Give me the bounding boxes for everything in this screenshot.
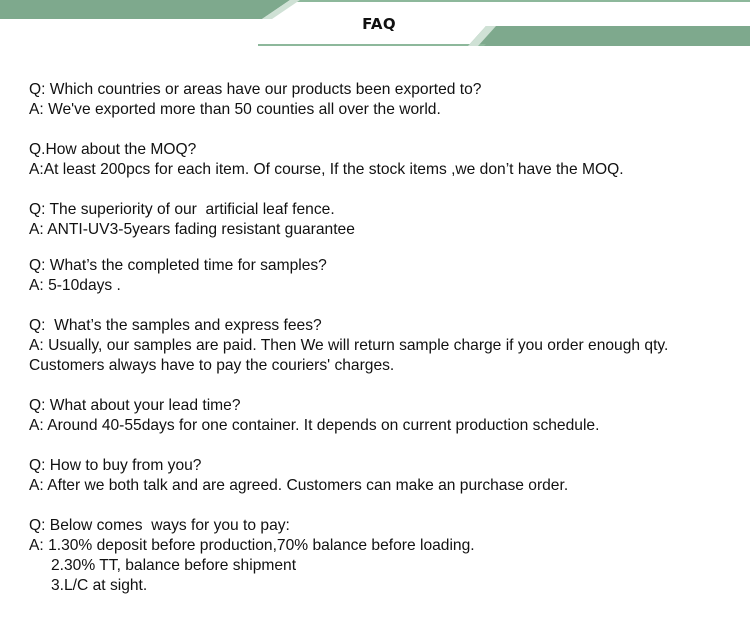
- faq-answer: A: We've exported more than 50 counties all over the world.: [29, 101, 441, 118]
- line-bottom: [258, 44, 486, 46]
- faq-item: [29, 80, 744, 120]
- faq-answer: A: Around 40-55days for one container. It depends on current production schedule.: [29, 417, 600, 434]
- faq-item: [29, 316, 744, 376]
- faq-answer: A: After we both talk and are agreed. Customers can make an purchase order.: [29, 477, 569, 494]
- faq-answer: A: ANTI-UV3-5years fading resistant guarantee: [29, 221, 355, 238]
- band-top-left: [0, 0, 290, 19]
- faq-question: Q: The superiority of our artificial leaf fence.: [29, 201, 335, 218]
- faq-question: Q: How to buy from you?: [29, 457, 202, 474]
- faq-answer: A: Usually, our samples are paid. Then We will return sample charge if you order enough qty.: [29, 337, 669, 354]
- faq-question: Q: What’s the samples and express fees?: [29, 317, 322, 334]
- faq-question: Q: Below comes ways for you to pay:: [29, 517, 290, 534]
- faq-answer-continued: 3.L/C at sight.: [51, 577, 148, 594]
- faq-question: Q: What about your lead time?: [29, 397, 241, 414]
- faq-answer-continued: 2.30% TT, balance before shipment: [51, 557, 297, 574]
- faq-answer: A: 1.30% deposit before production,70% balance before loading.: [29, 537, 475, 554]
- faq-item: [29, 140, 744, 180]
- faq-question: Q.How about the MOQ?: [29, 141, 197, 158]
- page-title: FAQ: [362, 15, 396, 33]
- faq-question: Q: Which countries or areas have our products been exported to?: [29, 81, 482, 98]
- faq-item: [29, 200, 744, 240]
- faq-item: [29, 456, 744, 496]
- faq-answer-continued: Customers always have to pay the couriers' charges.: [29, 357, 395, 374]
- faq-question: Q: What’s the completed time for samples?: [29, 257, 327, 274]
- faq-item: [29, 396, 744, 436]
- faq-answer: A:At least 200pcs for each item. Of course, If the stock items ,we don’t have the MOQ.: [29, 161, 624, 178]
- line-top: [290, 0, 750, 2]
- faq-item: [29, 256, 744, 296]
- faq-answer: A: 5-10days .: [29, 277, 121, 294]
- faq-header-banner: [0, 0, 750, 50]
- faq-item: [29, 516, 744, 596]
- band-bottom-right: [468, 26, 750, 46]
